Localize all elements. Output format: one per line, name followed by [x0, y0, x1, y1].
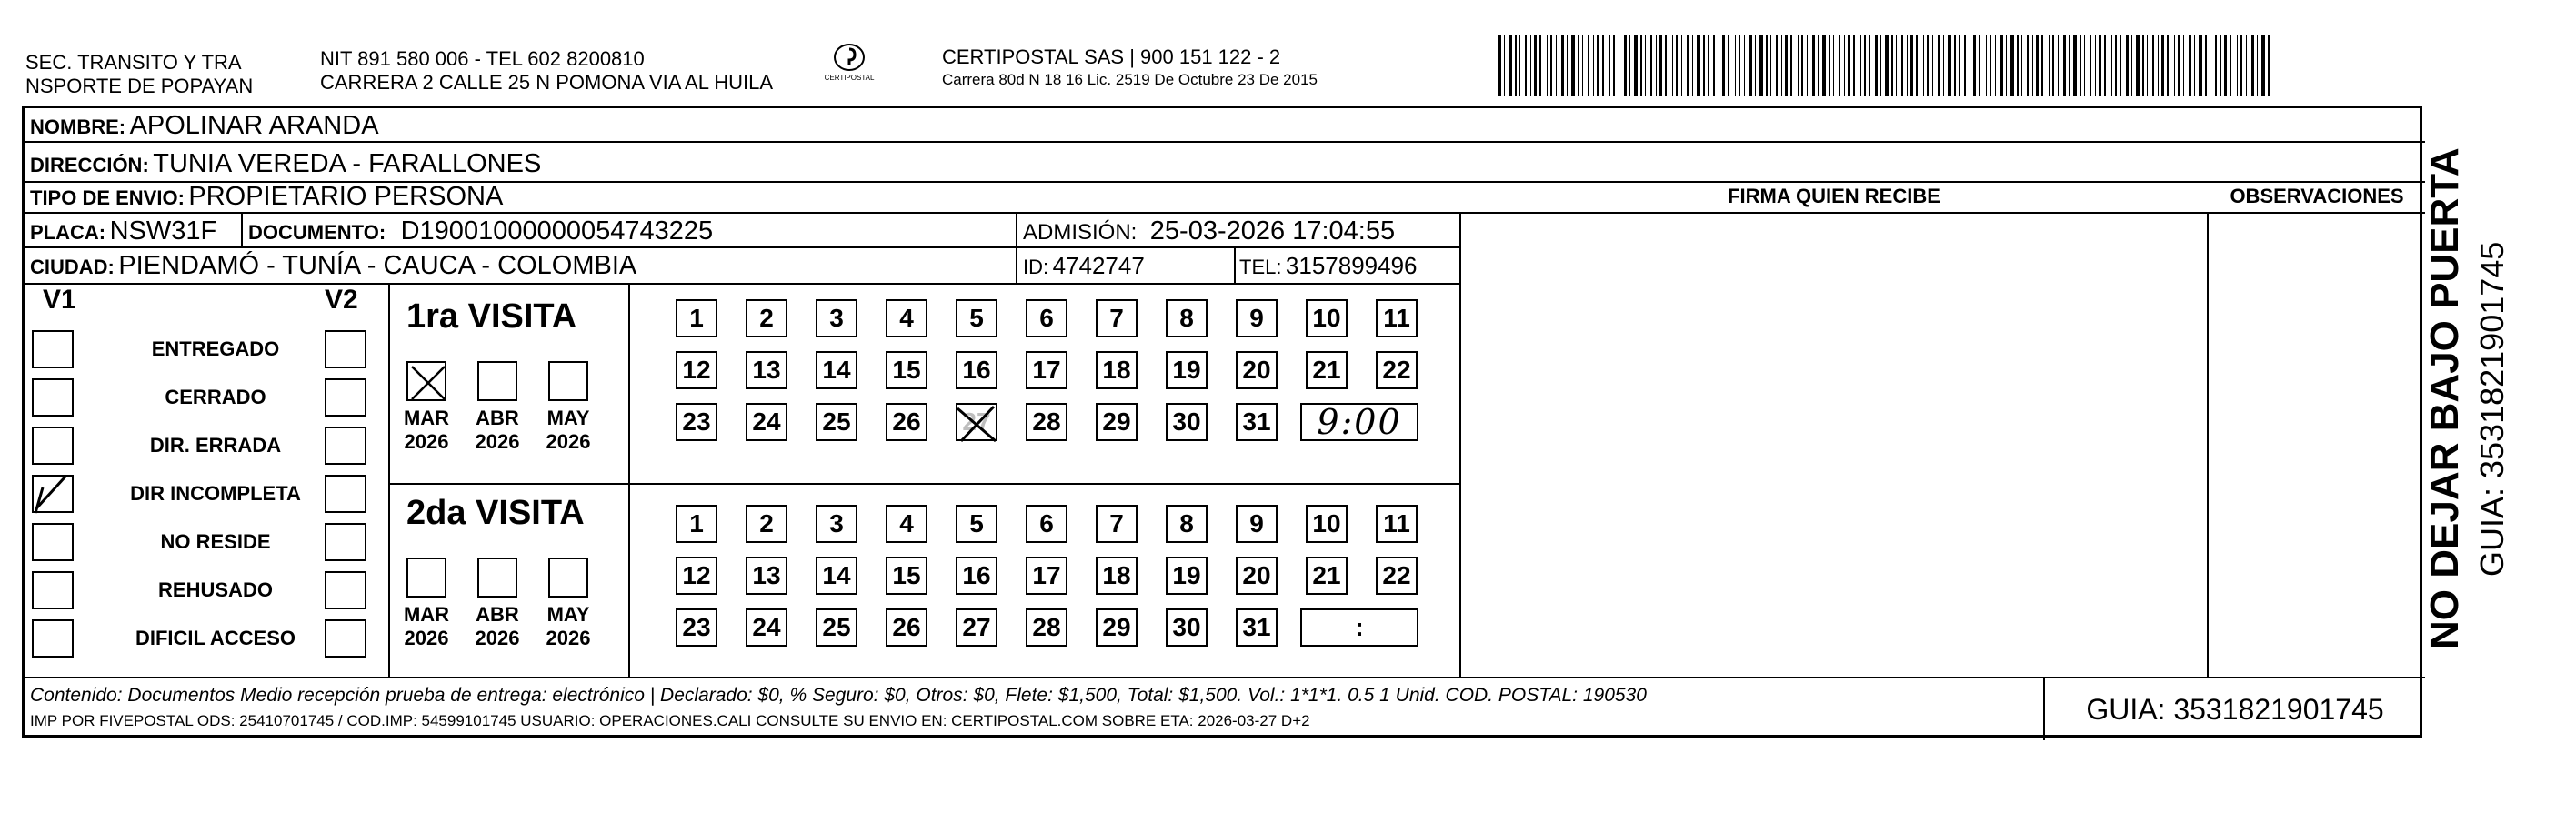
day-cell-19[interactable]: 19 [1166, 557, 1208, 595]
day-cell-30[interactable]: 30 [1166, 403, 1208, 441]
placa-field [30, 216, 216, 251]
v2-checkbox[interactable] [325, 571, 366, 609]
v1-checkbox[interactable] [32, 378, 74, 417]
month-year: 2026 [475, 627, 520, 649]
month-checkbox[interactable] [477, 558, 517, 598]
id-label: ID: [1023, 256, 1049, 278]
firma-header: FIRMA QUIEN RECIBE [1728, 185, 1940, 207]
v1-header: V1 [43, 285, 76, 315]
day-cell-27[interactable]: 27 [956, 608, 997, 647]
handwritten-time: 9:00 [1317, 402, 1402, 442]
month-label [536, 603, 600, 650]
sender-line-2: NSPORTE DE POPAYAN [25, 75, 254, 97]
day-cell-13[interactable]: 13 [746, 351, 787, 389]
sender-address: CARRERA 2 CALLE 25 N POMONA VIA AL HUILA [320, 71, 774, 94]
shipping-form [22, 106, 2422, 738]
day-cell-21[interactable]: 21 [1306, 557, 1348, 595]
placa-value: NSW31F [109, 216, 217, 246]
day-cell-28[interactable]: 28 [1026, 608, 1067, 647]
day-cell-4[interactable]: 4 [886, 505, 927, 543]
admision-value: 25-03-2026 17:04:55 [1149, 216, 1396, 246]
day-cell-17[interactable]: 17 [1026, 351, 1067, 389]
day-cell-17[interactable]: 17 [1026, 557, 1067, 595]
day-cell-29[interactable]: 29 [1096, 403, 1138, 441]
tel-field [1239, 250, 1418, 286]
contenido-line: Contenido: Documentos Medio recepción prueba de entrega: electrónico | Declarado: $0, % Seguro: $0, Otros: $0, Flete: $1,500, Total: $1,500. Vol.: 1*1*1. 0.5 1 Unid. COD. POSTAL: 190530 [30, 685, 1647, 706]
day-cell-4[interactable]: 4 [886, 299, 927, 337]
day-cell-22[interactable]: 22 [1376, 557, 1418, 595]
day-cell-27[interactable]: 27 [956, 403, 997, 441]
day-cell-23[interactable]: 23 [676, 608, 717, 647]
month-label [395, 407, 458, 454]
month-year: 2026 [475, 430, 520, 453]
month-year: 2026 [404, 430, 449, 453]
day-cell-8[interactable]: 8 [1166, 505, 1208, 543]
ciudad-label: CIUDAD: [30, 256, 115, 278]
day-cell-29[interactable]: 29 [1096, 608, 1138, 647]
status-label: DIFICIL ACCESO [135, 627, 296, 649]
admision-field [1023, 216, 1395, 251]
tel-value: 3157899496 [1285, 252, 1418, 279]
month-year: 2026 [404, 627, 449, 649]
day-cell-15[interactable]: 15 [886, 351, 927, 389]
tel-label: TEL: [1239, 256, 1282, 278]
day-cell-10[interactable]: 10 [1306, 505, 1348, 543]
day-cell-19[interactable]: 19 [1166, 351, 1208, 389]
day-cell-13[interactable]: 13 [746, 557, 787, 595]
month-label [466, 407, 529, 454]
day-cell-1[interactable]: 1 [676, 505, 717, 543]
logo-text: CERTIPOSTAL [824, 74, 875, 82]
day-cell-1[interactable]: 1 [676, 299, 717, 337]
day-cell-18[interactable]: 18 [1096, 351, 1138, 389]
tipo-row [30, 181, 503, 216]
v2-checkbox[interactable] [325, 378, 366, 417]
visit1-title: 1ra VISITA [406, 297, 577, 336]
x-mark-icon [408, 363, 448, 403]
status-label: NO RESIDE [160, 530, 271, 553]
day-cell-22[interactable]: 22 [1376, 351, 1418, 389]
month-label [536, 407, 600, 454]
day-cell-21[interactable]: 21 [1306, 351, 1348, 389]
day-cell-2[interactable]: 2 [746, 505, 787, 543]
day-cell-25[interactable]: 25 [816, 608, 857, 647]
certipostal-logo [824, 42, 875, 82]
day-cell-3[interactable]: 3 [816, 299, 857, 337]
sender-name [25, 51, 253, 98]
day-cell-9[interactable]: 9 [1236, 505, 1278, 543]
v1-checkbox[interactable] [32, 619, 74, 658]
month-checkbox[interactable] [406, 558, 446, 598]
day-cell-31[interactable]: 31 [1236, 403, 1278, 441]
direccion-label: DIRECCIÓN: [30, 154, 149, 176]
nombre-value: APOLINAR ARANDA [129, 111, 379, 140]
v2-checkbox[interactable] [325, 475, 366, 513]
day-cell-12[interactable]: 12 [676, 351, 717, 389]
nombre-label: NOMBRE: [30, 116, 126, 138]
time-field[interactable]: : [1300, 608, 1418, 647]
barcode [1498, 35, 2280, 96]
day-cell-18[interactable]: 18 [1096, 557, 1138, 595]
day-cell-11[interactable]: 11 [1376, 299, 1418, 337]
logo-icon [831, 42, 867, 73]
month-name: MAY [546, 407, 590, 429]
day-cell-16[interactable]: 16 [956, 557, 997, 595]
footer-guia: GUIA: 3531821901745 [2086, 693, 2384, 726]
no-dejar-warning: NO DEJAR BAJO PUERTA [2422, 147, 2467, 649]
month-checkbox[interactable] [406, 361, 446, 401]
side-guia: GUIA: 3531821901745 [2473, 241, 2511, 577]
v2-header: V2 [325, 285, 358, 315]
nit-line: NIT 891 580 006 - TEL 602 8200810 [320, 47, 645, 70]
courier-address: Carrera 80d N 18 16 Lic. 2519 De Octubre 23 De 2015 [942, 71, 1318, 88]
v2-checkbox[interactable] [325, 427, 366, 465]
v2-checkbox[interactable] [325, 330, 366, 368]
status-label: DIR. ERRADA [149, 434, 282, 457]
ciudad-field [30, 250, 636, 286]
month-checkbox[interactable] [548, 558, 588, 598]
day-cell-24[interactable]: 24 [746, 608, 787, 647]
v2-checkbox[interactable] [325, 619, 366, 658]
direccion-value: TUNIA VEREDA - FARALLONES [153, 149, 542, 178]
day-cell-14[interactable]: 14 [816, 557, 857, 595]
day-cell-20[interactable]: 20 [1236, 351, 1278, 389]
day-cell-7[interactable]: 7 [1096, 299, 1138, 337]
day-cell-12[interactable]: 12 [676, 557, 717, 595]
month-name: ABR [476, 407, 519, 429]
id-field [1023, 250, 1145, 286]
nombre-row [30, 110, 379, 146]
day-cell-31[interactable]: 31 [1236, 608, 1278, 647]
day-cell-5[interactable]: 5 [956, 505, 997, 543]
day-cell-15[interactable]: 15 [886, 557, 927, 595]
day-cell-25[interactable]: 25 [816, 403, 857, 441]
v1-checkbox[interactable] [32, 523, 74, 561]
v2-checkbox[interactable] [325, 523, 366, 561]
month-name: MAR [403, 407, 450, 429]
day-cell-2[interactable]: 2 [746, 299, 787, 337]
ciudad-value: PIENDAMÓ - TUNÍA - CAUCA - COLOMBIA [118, 251, 637, 280]
status-label: ENTREGADO [151, 337, 280, 360]
month-year: 2026 [546, 430, 591, 453]
v1-checkbox[interactable] [32, 330, 74, 368]
tipo-value: PROPIETARIO PERSONA [188, 182, 504, 211]
day-cell-3[interactable]: 3 [816, 505, 857, 543]
day-cell-28[interactable]: 28 [1026, 403, 1067, 441]
tipo-label: TIPO DE ENVIO: [30, 186, 185, 209]
day-cell-24[interactable]: 24 [746, 403, 787, 441]
firma-area[interactable] [1463, 214, 2205, 675]
month-name: MAY [546, 603, 590, 626]
month-name: MAR [403, 603, 450, 626]
month-checkbox[interactable] [477, 361, 517, 401]
day-cell-7[interactable]: 7 [1096, 505, 1138, 543]
v1-checkbox[interactable] [32, 427, 74, 465]
documento-value: D19001000000054743225 [400, 216, 714, 246]
direccion-row [30, 148, 541, 184]
day-cell-5[interactable]: 5 [956, 299, 997, 337]
sender-info [320, 47, 773, 95]
month-name: ABR [476, 603, 519, 626]
day-cell-6[interactable]: 6 [1026, 299, 1067, 337]
status-label: DIR INCOMPLETA [130, 482, 301, 505]
documento-field [248, 216, 713, 251]
check-mark-icon [34, 477, 75, 515]
day-cell-16[interactable]: 16 [956, 351, 997, 389]
month-label [395, 603, 458, 650]
month-checkbox[interactable] [548, 361, 588, 401]
v1-checkbox[interactable] [32, 571, 74, 609]
id-value: 4742747 [1052, 252, 1145, 279]
day-cell-10[interactable]: 10 [1306, 299, 1348, 337]
month-year: 2026 [546, 627, 591, 649]
imp-line: IMP POR FIVEPOSTAL ODS: 25410701745 / COD.IMP: 54599101745 USUARIO: OPERACIONES.CALI CONSULTE SU ENVIO EN: CERTIPOSTAL.COM SOBRE ETA: 2026-03-27 D+2 [30, 712, 1310, 729]
day-cell-26[interactable]: 26 [886, 608, 927, 647]
documento-label: DOCUMENTO: [248, 221, 386, 244]
day-cell-11[interactable]: 11 [1376, 505, 1418, 543]
day-cell-8[interactable]: 8 [1166, 299, 1208, 337]
day-cell-6[interactable]: 6 [1026, 505, 1067, 543]
status-label: REHUSADO [158, 578, 273, 601]
day-cell-14[interactable]: 14 [816, 351, 857, 389]
day-cell-26[interactable]: 26 [886, 403, 927, 441]
status-label: CERRADO [165, 386, 266, 408]
day-cell-20[interactable]: 20 [1236, 557, 1278, 595]
month-label [466, 603, 529, 650]
sender-line-1: SEC. TRANSITO Y TRA [25, 51, 242, 74]
admision-label: ADMISIÓN: [1023, 220, 1138, 245]
time-field[interactable] [1300, 403, 1418, 441]
observaciones-header: OBSERVACIONES [2230, 185, 2404, 207]
courier-line: CERTIPOSTAL SAS | 900 151 122 - 2 [942, 45, 1281, 68]
day-cell-9[interactable]: 9 [1236, 299, 1278, 337]
visit2-title: 2da VISITA [406, 494, 585, 532]
observaciones-area[interactable] [2210, 214, 2423, 675]
day-cell-30[interactable]: 30 [1166, 608, 1208, 647]
v1-checkbox[interactable] [32, 475, 74, 513]
placa-label: PLACA: [30, 221, 106, 244]
day-cell-23[interactable]: 23 [676, 403, 717, 441]
